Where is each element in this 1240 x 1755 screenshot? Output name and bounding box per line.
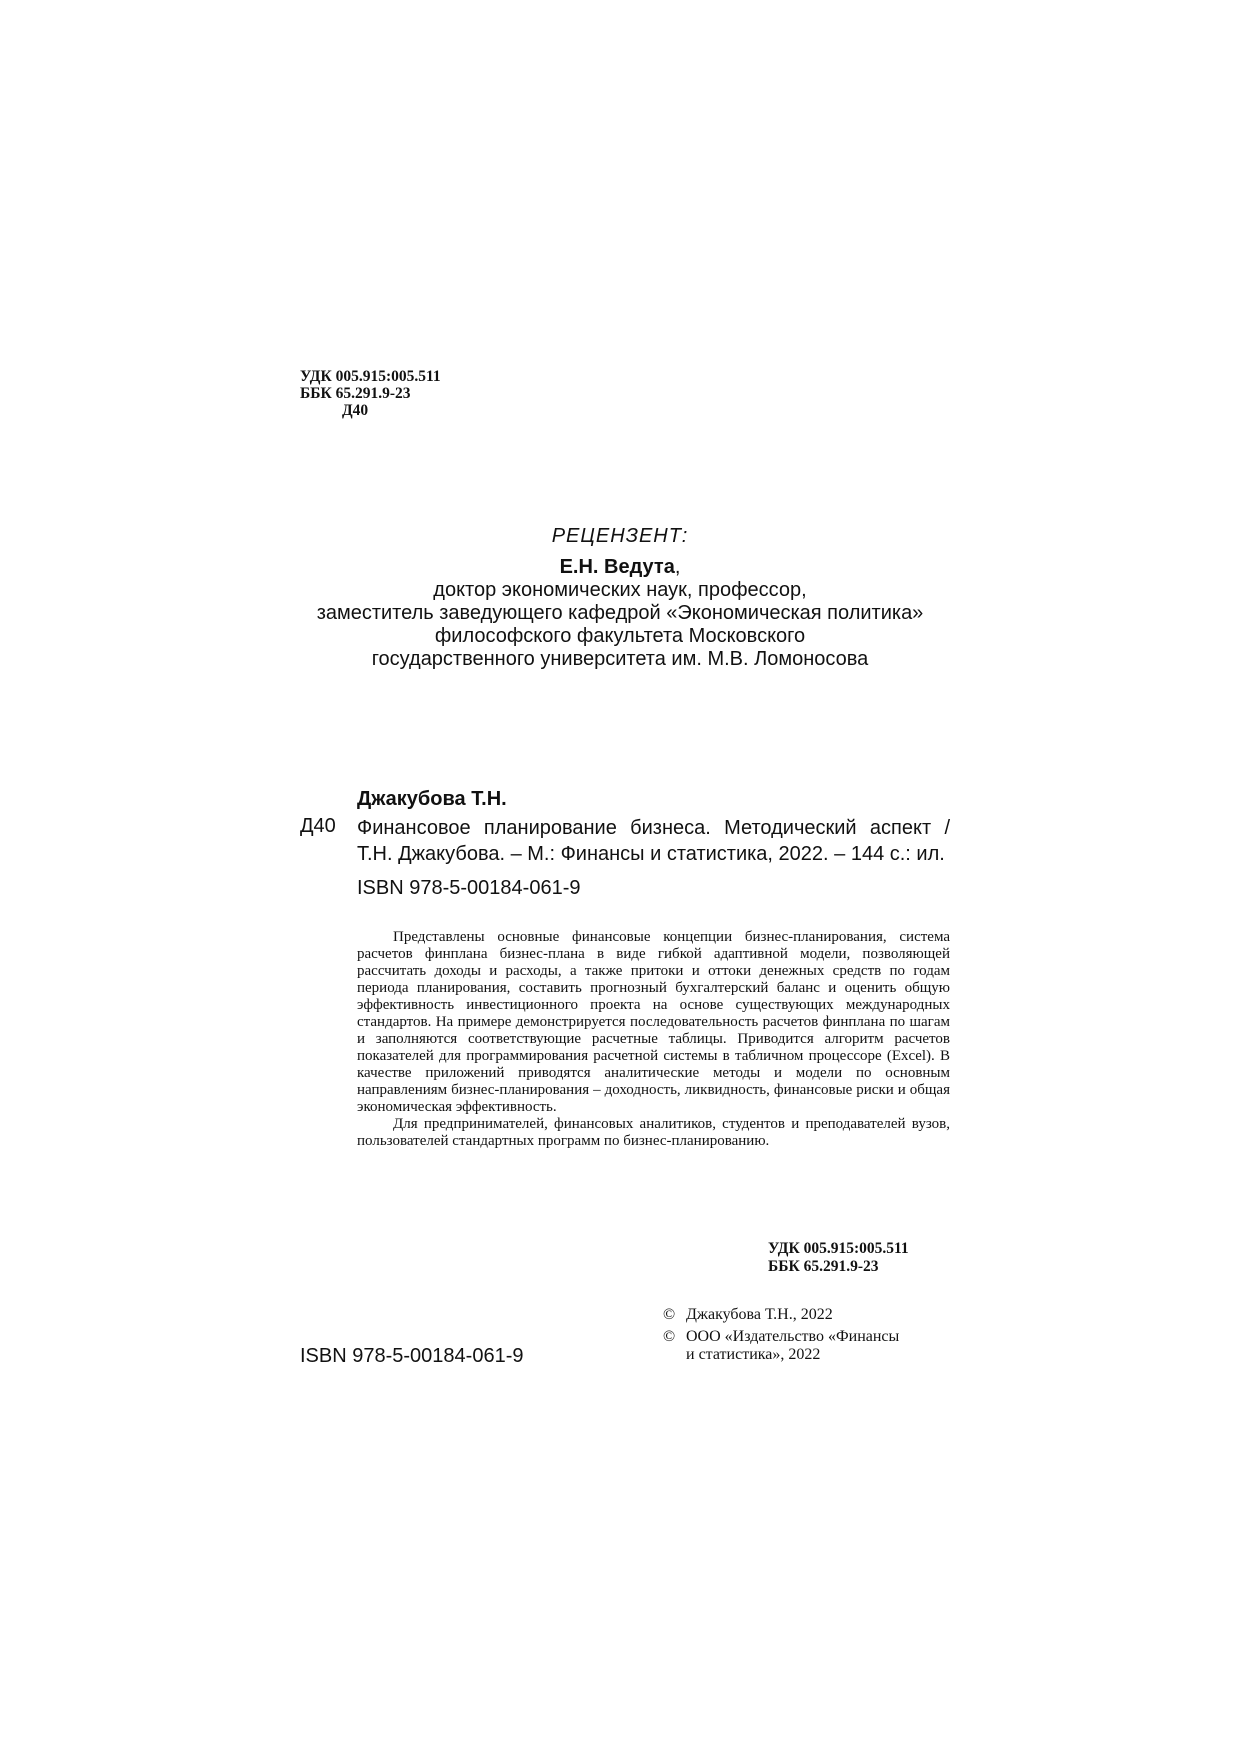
bottom-classification-codes <box>768 1240 909 1276</box>
annotation <box>357 929 950 1150</box>
copyright-author-line <box>663 1306 899 1324</box>
book-author: Джакубова Т.Н. <box>357 788 507 810</box>
reviewer-university: государственного университета им. М.В. Ломоносова <box>371 648 869 670</box>
entry-author-mark: Д40 <box>300 815 336 837</box>
reviewer-name-suffix: , <box>674 556 681 578</box>
reviewer-heading: РЕЦЕНЗЕНТ: <box>551 525 689 547</box>
copyright-author: Джакубова Т.Н., 2022 <box>686 1306 833 1323</box>
copyright-publisher-line2: и статистика», 2022 <box>686 1346 821 1363</box>
bibliographic-entry <box>357 815 950 901</box>
reviewer-name-line <box>300 556 940 579</box>
reviewer-name: Е.Н. Ведута <box>559 556 675 578</box>
bottom-bbk-code: ББК 65.291.9-23 <box>768 1258 879 1275</box>
annotation-paragraph: Представлены основные финансовые концепции бизнес-планирования, система расчетов финплана бизнес-плана в виде гибкой адаптивной модели, позволяющей рассчитать доходы и расходы, а также притоки и оттоки денежных средств по годам периода планирования, составить прогнозный бухгалтерский баланс и оценить общую эффективность инвестиционного проекта на основе существующих международных стандартов. На примере демонстрируется последовательность расчетов финплана по шагам и заполняются соответствующие расчетные таблицы. Приводится алгоритм расчетов показателей для программирования расчетной системы в табличном процессоре (Excel). В качестве приложений приводятся аналитические методы и модели по основным направлениям бизнес-планирования – доходность, ликвидность, финансовые риски и общая экономическая эффективность. <box>357 929 950 1115</box>
isbn-bottom: ISBN 978-5-00184-061-9 <box>300 1345 524 1367</box>
udk-code: УДК 005.915:005.511 <box>300 368 441 385</box>
entry-isbn: ISBN 978-5-00184-061-9 <box>357 877 581 899</box>
reviewer-faculty: философского факультета Московского <box>434 625 806 647</box>
copyright-publisher-line <box>663 1328 899 1364</box>
reviewer-title: доктор экономических наук, профессор, <box>433 579 807 601</box>
copyright-publisher <box>686 1328 899 1364</box>
copyright-icon: © <box>663 1328 676 1345</box>
bottom-udk-code: УДК 005.915:005.511 <box>768 1240 909 1257</box>
reviewer-position: заместитель заведующего кафедрой «Экономическая политика» <box>316 602 924 624</box>
classification-codes <box>300 368 441 419</box>
copyright-icon: © <box>663 1306 676 1323</box>
bbk-code: ББК 65.291.9-23 <box>300 385 411 402</box>
bibliographic-description: Финансовое планирование бизнеса. Методический аспект / Т.Н. Джакубова. – М.: Финансы и статистика, 2022. – 144 с.: ил. <box>357 817 950 865</box>
reviewer-block <box>300 525 940 671</box>
audience-paragraph: Для предпринимателей, финансовых аналитиков, студентов и преподавателей вузов, пользователей стандартных программ по бизнес-планированию. <box>357 1116 950 1149</box>
author-mark: Д40 <box>342 402 369 419</box>
copyright-block <box>663 1306 899 1364</box>
copyright-publisher-line1: ООО «Издательство «Финансы <box>686 1328 900 1345</box>
